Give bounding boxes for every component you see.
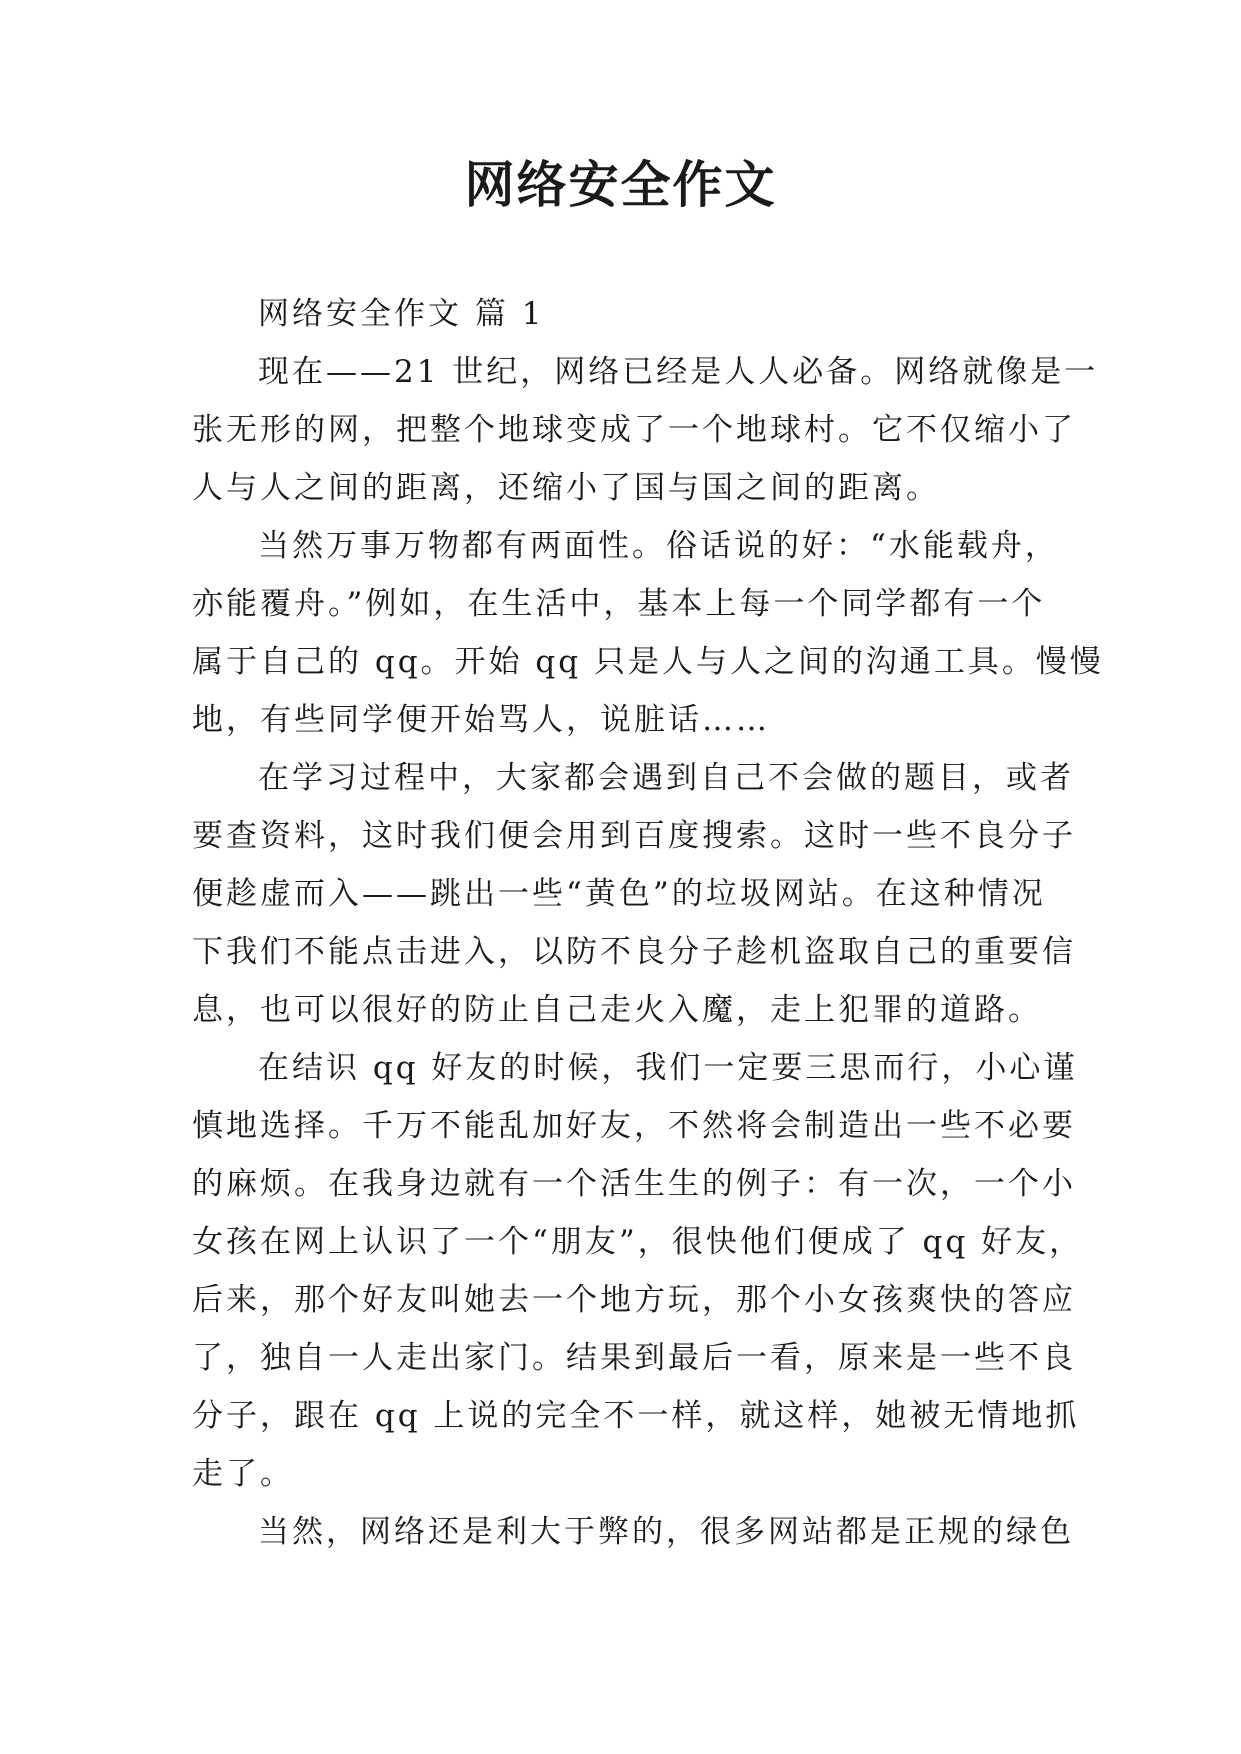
paragraph-2 — [192, 517, 1104, 749]
text-line: 息，也可以很好的防止自己走火入魔，走上犯罪的道路。 — [192, 992, 1042, 1028]
document-title: 网络安全作文 — [464, 155, 777, 214]
text-line: 慎地选择。千万不能乱加好友，不然将会制造出一些不必要 — [192, 1108, 1076, 1144]
text-line: 张无形的网，把整个地球变成了一个地球村。它不仅缩小了 — [192, 412, 1076, 448]
text-line: 属于自己的 qq。开始 qq 只是人与人之间的沟通工具。慢慢 — [192, 644, 1104, 680]
text-line: 要查资料，这时我们便会用到百度搜索。这时一些不良分子 — [192, 818, 1076, 854]
text-line: 的麻烦。在我身边就有一个活生生的例子：有一次，一个小 — [192, 1166, 1076, 1202]
paragraph-5 — [192, 1503, 1074, 1561]
text-line: 便趁虚而入——跳出一些“黄色”的垃圾网站。在这种情况 — [192, 876, 1046, 912]
text-line: 后来，那个好友叫她去一个地方玩，那个小女孩爽快的答应 — [192, 1282, 1076, 1318]
text-line: 下我们不能点击进入，以防不良分子趁机盗取自己的重要信 — [192, 934, 1076, 970]
text-line: 现在——21 世纪，网络已经是人人必备。网络就像是一 — [258, 354, 1099, 390]
text-line: 在学习过程中，大家都会遇到自己不会做的题目，或者 — [258, 760, 1074, 796]
text-line: 当然万事万物都有两面性。俗话说的好：“水能载舟， — [258, 528, 1059, 564]
section-heading: 网络安全作文 篇 1 — [258, 296, 545, 332]
text-line: 分子，跟在 qq 上说的完全不一样，就这样，她被无情地抓 — [192, 1398, 1080, 1434]
text-line: 了，独自一人走出家门。结果到最后一看，原来是一些不良 — [192, 1340, 1076, 1376]
paragraph-4 — [192, 1039, 1084, 1503]
paragraph-1 — [192, 343, 1099, 517]
text-line: 地，有些同学便开始骂人，说脏话…… — [192, 702, 770, 738]
text-line: 亦能覆舟。”例如，在生活中，基本上每一个同学都有一个 — [192, 586, 1046, 622]
text-line: 在结识 qq 好友的时候，我们一定要三思而行，小心谨 — [258, 1050, 1078, 1086]
text-line: 走了。 — [192, 1456, 294, 1492]
paragraph-3 — [192, 749, 1076, 1039]
document-body — [192, 285, 1104, 1561]
text-line: 人与人之间的距离，还缩小了国与国之间的距离。 — [192, 470, 940, 506]
text-line: 当然，网络还是利大于弊的，很多网站都是正规的绿色 — [258, 1514, 1074, 1550]
text-line: 女孩在网上认识了一个“朋友”，很快他们便成了 qq 好友， — [192, 1224, 1084, 1260]
